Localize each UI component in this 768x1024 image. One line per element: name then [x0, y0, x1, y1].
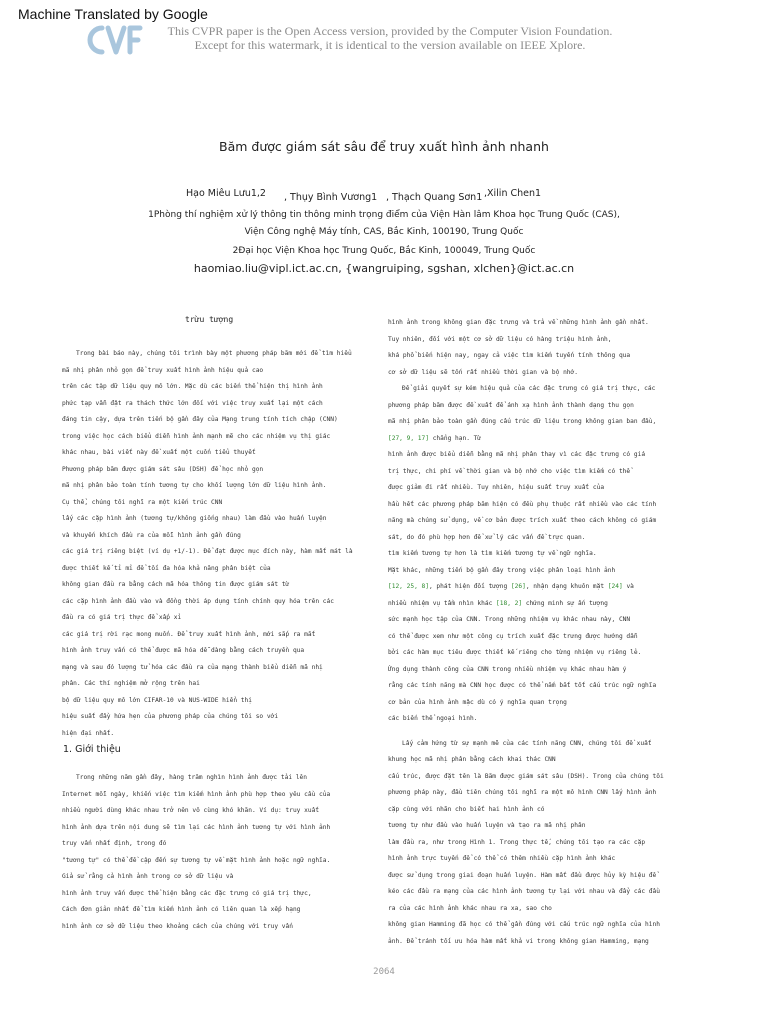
paper-title: Băm được giám sát sâu để truy xuất hình ảnh nhanh	[219, 139, 549, 154]
abstract-line: được thiết kế tỉ mỉ để tối đa hóa khả năng phân biệt của	[62, 564, 271, 572]
body-line-with-citation	[388, 431, 700, 448]
author-1: Hạo Miêu Lưu1,2	[186, 188, 266, 199]
body-line: Ứng dụng thành công của CNN trong nhiều nhiệm vụ khác nhau hàm ý	[388, 665, 627, 673]
cvf-logo	[84, 20, 144, 60]
section-1-heading: 1. Giới thiệu	[63, 744, 121, 755]
body-line: bởi các hàm mục tiêu được thiết kế riêng cho từng nhiệm vụ riêng lẻ.	[388, 649, 642, 656]
intro-line: "tương tự" có thể đề cập đến sự tương tự về mặt hình ảnh hoặc ngữ nghĩa.	[62, 856, 331, 864]
body-line: sức mạnh học tập của CNN. Trong những nhiệm vụ khác nhau này, CNN	[388, 616, 631, 623]
body-line: Lấy cảm hứng từ sự mạnh mẽ của các tính năng CNN, chúng tôi đề xuất	[402, 739, 652, 747]
abstract-line: mã nhị phân bảo toàn tính tương tự cho khối lượng lớn dữ liệu hình ảnh.	[62, 482, 327, 489]
abstract-line: trong việc học cách biểu diễn hình ảnh mạnh mẽ cho các nhiệm vụ thị giác	[62, 432, 331, 440]
affiliation-2: Viện Công nghệ Máy tính, CAS, Bắc Kinh, 100190, Trung Quốc	[244, 227, 524, 237]
body-text: nhiều nhiệm vụ tầm nhìn khác	[388, 599, 497, 607]
abstract-line: bộ dữ liệu quy mô lớn CIFAR-10 và NUS-WIDE hiển thị	[62, 696, 252, 704]
body-line: hình ảnh được biểu diễn bằng mã nhị phân thay vì các đặc trưng có giá	[388, 451, 646, 458]
author-3: , Thạch Quang Sơn1	[386, 192, 483, 203]
abstract-line: lấy các cặp hình ảnh (tương tự/không giống nhau) làm đầu vào huấn luyện	[62, 515, 327, 522]
page-number: 2064	[373, 967, 395, 977]
citation-link[interactable]: [18, 2]	[496, 599, 523, 607]
author-emails: haomiao.liu@vipl.ict.ac.cn, {wangruiping, sgshan, xlchen}@ict.ac.cn	[193, 262, 575, 275]
body-line: mã nhị phân bảo toàn gần đúng cấu trúc dữ liệu trong không gian ban đầu,	[388, 418, 657, 425]
body-line: các biến thể ngoại hình.	[388, 715, 478, 722]
body-line: khung học mã nhị phân bằng cách khai thác CNN	[388, 756, 556, 763]
author-4: ,Xilin Chen1	[484, 188, 542, 199]
citation-link[interactable]: [12, 25, 8]	[388, 583, 429, 590]
body-text: , phát hiện đối tượng	[428, 583, 511, 590]
body-line: ảnh. Để tránh tối ưu hóa hàm mất khả vi trong không gian Hamming, mạng	[388, 937, 649, 945]
body-line: phương pháp băm được đề xuất để ánh xạ hình ảnh thành dạng thu gọn	[388, 401, 634, 409]
paragraph-gap	[388, 728, 700, 736]
body-line: khá phổ biến hiện nay, ngay cả việc tìm kiếm tuyến tính thông qua	[388, 352, 631, 359]
body-line: được giảm đi rất nhiều. Tuy nhiên, hiệu suất truy xuất của	[388, 484, 605, 491]
abstract-line: đầu ra có giá trị thực để xấp xỉ	[62, 614, 182, 621]
citation-link[interactable]: [24]	[607, 583, 623, 590]
body-line: năng mà chúng sử dụng, về cơ bản được trích xuất theo cách không có giám	[388, 517, 657, 524]
body-text: chứng minh sự ấn tượng	[522, 599, 608, 607]
body-text: chẳng hạn. Từ	[428, 434, 482, 442]
body-line: cặp cùng với nhãn cho biết hai hình ảnh có	[388, 805, 545, 813]
body-line: có thể được xem như một công cụ trích xuất đặc trưng được hướng dẫn	[388, 632, 638, 640]
abstract-line: phân. Các thí nghiệm mở rộng trên hai	[62, 680, 200, 687]
body-line-with-citation	[388, 579, 700, 596]
body-line: kéo các đầu ra mạng của các hình ảnh tương tự lại với nhau và đẩy các đầu	[388, 888, 660, 895]
machine-translated-label: Machine Translated by Google	[18, 6, 208, 22]
banner-line-1: This CVPR paper is the Open Access version, provided by the Computer Vision Foundation.	[167, 24, 613, 38]
abstract-line: các giá trị riêng biệt (ví dụ +1/-1). Để đạt được mục đích này, hàm mất mát là	[62, 548, 353, 555]
author-2: , Thụy Bình Vương1	[284, 192, 378, 203]
body-line: cơ sở dữ liệu sẽ tốn rất nhiều thời gian và bộ nhớ.	[388, 368, 578, 376]
body-line: phương pháp này, đầu tiên chúng tôi nghĩ ra một mô hình CNN lấy hình ảnh	[388, 789, 657, 796]
intro-line: hình ảnh dựa trên nội dung sẽ tìm lại các hình ảnh tương tự với hình ảnh	[62, 823, 331, 831]
body-line-with-citation	[388, 596, 700, 613]
body-line: ra của các hình ảnh khác nhau ra xa, sao cho	[388, 904, 552, 912]
abstract-line: hình ảnh truy vấn có thể được mã hóa dễ dàng bằng cách truyền qua	[62, 647, 305, 654]
intro-line: Internet mỗi ngày, khiến việc tìm kiếm hình ảnh phù hợp theo yêu cầu của	[62, 790, 331, 798]
intro-line: hình ảnh truy vấn được thể hiện bằng các đặc trưng có giá trị thực,	[62, 889, 312, 897]
banner-line-2: Except for this watermark, it is identical to the version available on IEEE Xplore.	[194, 38, 586, 52]
abstract-heading: trừu tượng	[185, 315, 234, 324]
affiliation-1: 1Phòng thí nghiệm xử lý thông tin thông minh trọng điểm của Viện Hàn lâm Khoa học Trung Quốc (CAS),	[148, 210, 620, 220]
open-access-banner	[160, 24, 620, 52]
abstract-line: phức tạp vẫn đặt ra thách thức lớn đối với việc truy xuất lại một cách	[62, 399, 323, 407]
abstract-line: và khuyến khích đầu ra của mỗi hình ảnh gần đúng	[62, 531, 241, 539]
introduction-body	[62, 770, 382, 935]
body-line: tìm kiếm tương tự hơn là tìm kiếm tương tự về ngữ nghĩa.	[388, 550, 597, 557]
intro-line: nhiều người dùng khác nhau trở nên vô cùng khó khăn. Ví dụ: truy xuất	[62, 807, 320, 814]
body-line: tương tự như đầu vào huấn luyện và tạo ra mã nhị phân	[388, 822, 586, 829]
body-line: cấu trúc, được đặt tên là Băm được giám sát sâu (DSH). Trong của chúng tôi	[388, 772, 664, 780]
body-line: được sử dụng trong giai đoạn huấn luyện. Hàm mất đầu được hủy kỳ hiệu để	[388, 871, 657, 879]
affiliation-3: 2Đại học Viện Khoa học Trung Quốc, Bắc Kinh, 100049, Trung Quốc	[232, 246, 536, 256]
body-line: không gian Hamming đã học có thể gần đúng với cấu trúc ngữ nghĩa của hình	[388, 921, 660, 928]
abstract-line: mạng và sau đó lượng tử hóa các đầu ra của mạng thành biểu diễn mã nhị	[62, 663, 323, 671]
abstract-line: trên các tập dữ liệu quy mô lớn. Mặc dù các biến thể hiện thị hình ảnh	[62, 383, 323, 390]
intro-line: Cách đơn giản nhất để tìm kiếm hình ảnh có liên quan là xếp hạng	[62, 906, 301, 913]
abstract-line: hiệu suất đầy hứa hẹn của phương pháp của chúng tôi so với	[62, 713, 279, 720]
abstract-line: Phương pháp băm được giám sát sâu (DSH) để học nhỏ gọn	[62, 465, 264, 473]
body-line: cơ bản của hình ảnh mặc dù có ý nghĩa quan trọng	[388, 698, 567, 706]
intro-line: hình ảnh cơ sở dữ liệu theo khoảng cách của chúng với truy vấn	[62, 922, 293, 930]
abstract-line: đáng tin cậy, dựa trên tiến bộ gần đây của Mạng trung tính tích chập (CNN)	[62, 416, 338, 423]
body-text: , nhận dạng khuôn mặt	[525, 583, 608, 590]
abstract-line: các giá trị rời rạc mong muốn. Để truy xuất hình ảnh, mới sắp ra mắt	[62, 630, 316, 638]
intro-line: Trong những năm gần đây, hàng trăm nghìn hình ảnh được tải lên	[76, 774, 307, 781]
intro-line: Giả sử rằng cả hình ảnh trong cơ sở dữ liệu và	[62, 873, 234, 880]
body-line: sát, do đó phù hợp hơn để xử lý các vấn đề trực quan.	[388, 533, 586, 541]
abstract-line: các cặp hình ảnh đầu vào và đồng thời áp dụng tính chính quy hóa trên các	[62, 597, 334, 605]
abstract-line: mã nhị phân nhỏ gọn để truy xuất hình ảnh hiệu quả cao	[62, 366, 264, 374]
right-column-body	[388, 315, 700, 950]
abstract-line: hiện đại nhất.	[62, 729, 115, 737]
intro-line: truy vấn nhất định, trong đó	[62, 840, 167, 847]
body-text: và	[622, 583, 634, 590]
abstract-line: không gian đầu ra bằng cách mã hóa thông tin được giám sát từ	[62, 581, 290, 588]
abstract-line: Cụ thể, chúng tôi nghĩ ra một kiến trúc CNN	[62, 498, 223, 506]
body-line: Mặt khác, những tiến bộ gần đây trong việc phân loại hình ảnh	[388, 566, 616, 574]
abstract-line: Trong bài báo này, chúng tôi trình bày một phương pháp băm mới để tìm hiểu	[76, 350, 352, 357]
body-line: Để giải quyết sự kém hiệu quả của các đặc trưng có giá trị thực, các	[402, 385, 656, 392]
citation-link[interactable]: [26]	[510, 583, 526, 590]
body-line: hình ảnh trong không gian đặc trưng và trả về những hình ảnh gần nhất.	[388, 319, 649, 326]
body-line: Tuy nhiên, đối với một cơ sở dữ liệu có hàng triệu hình ảnh,	[388, 335, 612, 343]
abstract-body	[62, 346, 382, 742]
citation-link[interactable]: [27, 9, 17]	[388, 434, 429, 442]
body-line: hình ảnh trực tuyến để có thể có thêm nhiều cặp hình ảnh khác	[388, 855, 616, 862]
body-line: trị thực, chi phí về thời gian và bộ nhớ cho việc tìm kiếm có thể	[388, 467, 631, 475]
body-line: hầu hết các phương pháp băm hiện có đều phụ thuộc rất nhiều vào các tính	[388, 500, 657, 508]
abstract-line: khác nhau, bài viết này đề xuất một cuốn tiểu thuyết	[62, 449, 256, 456]
body-line: làm đầu ra, như trong Hình 1. Trong thực tế, chúng tôi tạo ra các cặp	[388, 838, 646, 846]
body-line: rằng các tính năng mà CNN học được có thể nắm bắt tốt cấu trúc ngữ nghĩa	[388, 682, 657, 689]
